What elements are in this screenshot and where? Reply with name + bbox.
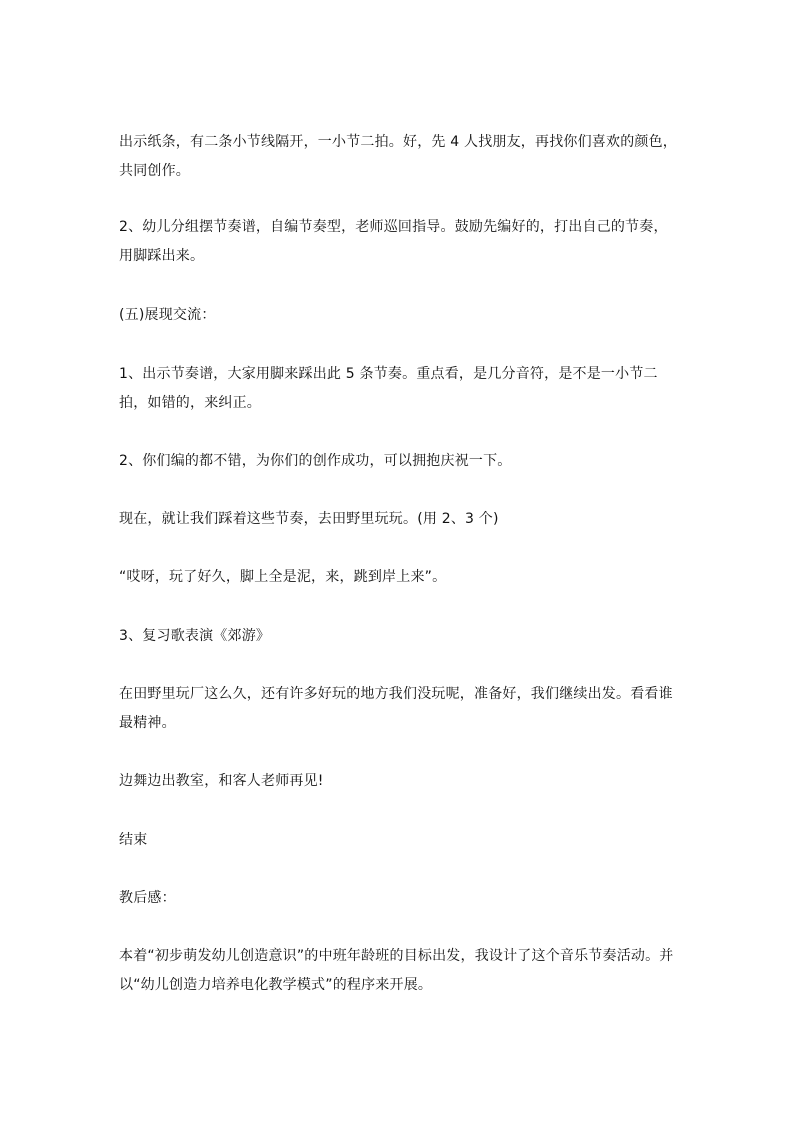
paragraph-4: 1、出示节奏谱，大家用脚来踩出此 5 条节奏。重点看，是几分音符，是不是一小节二拍，如错的，来纠正。 — [119, 366, 658, 411]
paragraph-1: 出示纸条，有二条小节线隔开，一小节二拍。好，先 4 人找朋友，再找你们喜欢的颜色，共同创作。 — [119, 134, 678, 179]
paragraph-3-heading: (五)展现交流： — [119, 307, 216, 323]
paragraph-8: 3、复习歌表演《郊游》 — [119, 628, 271, 644]
paragraph-11: 结束 — [119, 832, 148, 848]
paragraph-10: 边舞边出教室，和客人老师再见! — [119, 773, 324, 789]
paragraph-7: “哎呀，玩了好久，脚上全是泥，来，跳到岸上来”。 — [119, 569, 447, 585]
paragraph-12: 教后感： — [119, 890, 176, 906]
paragraph-13: 本着“初步萌发幼儿创造意识”的中班年龄班的目标出发，我设计了这个音乐节奏活动。并以“幼儿创造力培养电化教学模式”的程序来开展。 — [119, 948, 674, 993]
paragraph-9: 在田野里玩厂这么久，还有许多好玩的地方我们没玩呢，准备好，我们继续出发。看看谁最精神。 — [119, 686, 673, 731]
paragraph-6: 现在，就让我们踩着这些节奏，去田野里玩玩。(用 2、3 个) — [119, 511, 499, 527]
paragraph-2: 2、幼儿分组摆节奏谱，自编节奏型，老师巡回指导。鼓励先编好的，打出自己的节奏，用脚踩出来。 — [119, 219, 668, 264]
paragraph-5: 2、你们编的都不错，为你们的创作成功，可以拥抱庆祝一下。 — [119, 453, 512, 469]
